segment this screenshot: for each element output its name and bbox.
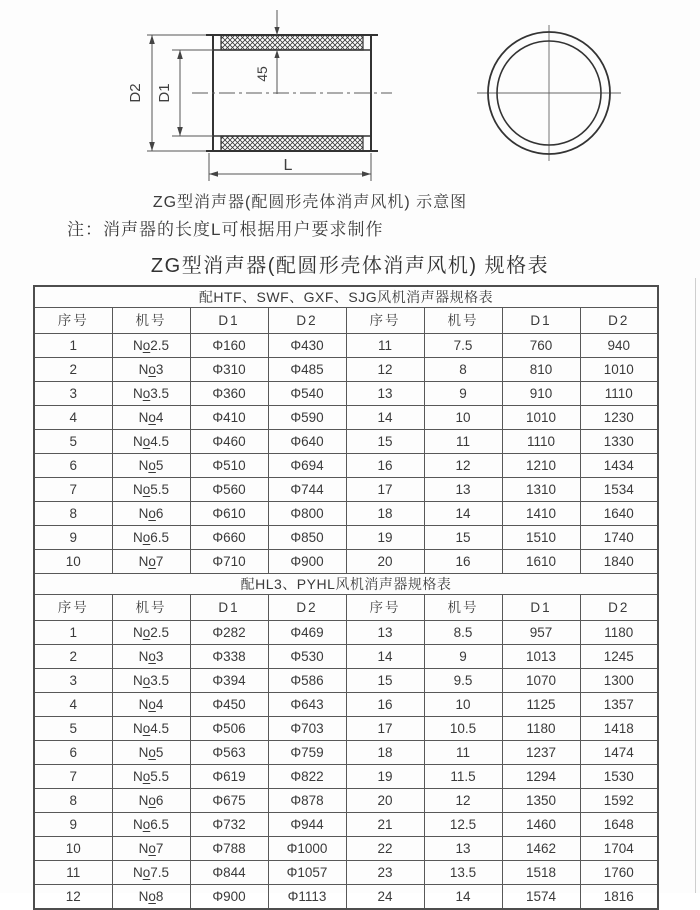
note-text: 注：消声器的长度L可根据用户要求制作 bbox=[67, 220, 384, 239]
table-cell: 13 bbox=[346, 382, 424, 406]
table-cell: 5 bbox=[34, 717, 112, 741]
dim-label-d2: D2 bbox=[127, 83, 144, 103]
table-row bbox=[34, 693, 658, 717]
table-cell: 10 bbox=[34, 550, 112, 574]
table-row bbox=[34, 526, 658, 550]
table-cell: 9 bbox=[424, 645, 502, 669]
table-cell: 8 bbox=[34, 502, 112, 526]
table-cell: 2 bbox=[34, 645, 112, 669]
table-cell: 11 bbox=[424, 741, 502, 765]
table-cell: No4.5 bbox=[112, 717, 190, 741]
column-header: D2 bbox=[268, 595, 346, 621]
column-header: D2 bbox=[580, 308, 658, 334]
table-cell: No3.5 bbox=[112, 382, 190, 406]
spec-table bbox=[33, 285, 659, 910]
column-header: D1 bbox=[502, 308, 580, 334]
table-cell: 7.5 bbox=[424, 334, 502, 358]
table-cell: Φ282 bbox=[190, 621, 268, 645]
table-cell: Φ310 bbox=[190, 358, 268, 382]
table-cell: 6 bbox=[34, 741, 112, 765]
table-cell: 14 bbox=[424, 502, 502, 526]
table-cell: 16 bbox=[346, 693, 424, 717]
table-cell: 1010 bbox=[580, 358, 658, 382]
table-row bbox=[34, 406, 658, 430]
table-cell: 10 bbox=[424, 406, 502, 430]
table-cell: 18 bbox=[346, 741, 424, 765]
table-cell: 12 bbox=[424, 454, 502, 478]
table-cell: 9 bbox=[424, 382, 502, 406]
table-cell: 957 bbox=[502, 621, 580, 645]
table-cell: No8 bbox=[112, 885, 190, 910]
table-cell: No5 bbox=[112, 741, 190, 765]
table-cell: 20 bbox=[346, 789, 424, 813]
table-cell: 1013 bbox=[502, 645, 580, 669]
table-cell: 1592 bbox=[580, 789, 658, 813]
table-cell: No6 bbox=[112, 502, 190, 526]
table-row bbox=[34, 837, 658, 861]
table-cell: 14 bbox=[346, 406, 424, 430]
table-cell: 15 bbox=[346, 669, 424, 693]
table-cell: 1474 bbox=[580, 741, 658, 765]
table-cell: Φ944 bbox=[268, 813, 346, 837]
table-cell: Φ643 bbox=[268, 693, 346, 717]
table-cell: Φ560 bbox=[190, 478, 268, 502]
table-cell: 1294 bbox=[502, 765, 580, 789]
table-cell: 3 bbox=[34, 669, 112, 693]
scan-edge-artifact bbox=[695, 278, 696, 893]
column-header: 序号 bbox=[34, 308, 112, 334]
table-cell: 10 bbox=[34, 837, 112, 861]
dim-label-thickness: 45 bbox=[254, 66, 270, 82]
table-cell: 1534 bbox=[580, 478, 658, 502]
table-row bbox=[34, 885, 658, 910]
table-cell: 1330 bbox=[580, 430, 658, 454]
table-group-header-2: 配HL3、PYHL风机消声器规格表 bbox=[34, 574, 658, 595]
spec-table-body bbox=[34, 286, 658, 909]
table-cell: 1610 bbox=[502, 550, 580, 574]
table-cell: 12 bbox=[34, 885, 112, 910]
table-cell: 1110 bbox=[502, 430, 580, 454]
table-cell: Φ900 bbox=[190, 885, 268, 910]
table-cell: No6.5 bbox=[112, 813, 190, 837]
table-cell: Φ878 bbox=[268, 789, 346, 813]
table-cell: Φ430 bbox=[268, 334, 346, 358]
table-cell: 10.5 bbox=[424, 717, 502, 741]
table-cell: Φ450 bbox=[190, 693, 268, 717]
table-cell: Φ800 bbox=[268, 502, 346, 526]
table-cell: Φ694 bbox=[268, 454, 346, 478]
table-row bbox=[34, 861, 658, 885]
table-cell: 1510 bbox=[502, 526, 580, 550]
table-cell: 1740 bbox=[580, 526, 658, 550]
table-row bbox=[34, 813, 658, 837]
table-cell: 1530 bbox=[580, 765, 658, 789]
table-cell: 7 bbox=[34, 478, 112, 502]
table-cell: 11.5 bbox=[424, 765, 502, 789]
table-cell: Φ788 bbox=[190, 837, 268, 861]
table-cell: 16 bbox=[424, 550, 502, 574]
table-cell: No2.5 bbox=[112, 334, 190, 358]
table-cell: 810 bbox=[502, 358, 580, 382]
table-row bbox=[34, 430, 658, 454]
table-cell: 22 bbox=[346, 837, 424, 861]
table-cell: 9 bbox=[34, 526, 112, 550]
table-cell: 1180 bbox=[580, 621, 658, 645]
table-cell: Φ586 bbox=[268, 669, 346, 693]
table-row bbox=[34, 669, 658, 693]
table-cell: Φ610 bbox=[190, 502, 268, 526]
table-cell: Φ485 bbox=[268, 358, 346, 382]
table-cell: 13 bbox=[424, 478, 502, 502]
table-cell: 1210 bbox=[502, 454, 580, 478]
table-cell: 1648 bbox=[580, 813, 658, 837]
table-cell: 8.5 bbox=[424, 621, 502, 645]
table-row bbox=[34, 741, 658, 765]
table-cell: No4 bbox=[112, 406, 190, 430]
table-cell: 17 bbox=[346, 717, 424, 741]
table-cell: 1350 bbox=[502, 789, 580, 813]
table-cell: 1640 bbox=[580, 502, 658, 526]
table-cell: No5.5 bbox=[112, 765, 190, 789]
table-row bbox=[34, 502, 658, 526]
table-cell: No3 bbox=[112, 358, 190, 382]
table-cell: 15 bbox=[424, 526, 502, 550]
table-cell: 1816 bbox=[580, 885, 658, 910]
table-cell: 1010 bbox=[502, 406, 580, 430]
table-cell: Φ1113 bbox=[268, 885, 346, 910]
table-cell: 12 bbox=[346, 358, 424, 382]
table-cell: Φ850 bbox=[268, 526, 346, 550]
table-cell: 20 bbox=[346, 550, 424, 574]
table-cell: Φ619 bbox=[190, 765, 268, 789]
table-cell: No2.5 bbox=[112, 621, 190, 645]
table-row bbox=[34, 621, 658, 645]
table-cell: 1110 bbox=[580, 382, 658, 406]
table-cell: 11 bbox=[346, 334, 424, 358]
column-header: D2 bbox=[268, 308, 346, 334]
table-cell: Φ703 bbox=[268, 717, 346, 741]
table-cell: 9.5 bbox=[424, 669, 502, 693]
table-cell: 4 bbox=[34, 693, 112, 717]
table-cell: 1410 bbox=[502, 502, 580, 526]
table-cell: Φ844 bbox=[190, 861, 268, 885]
diagram-caption: ZG型消声器(配圆形壳体消声风机) 示意图 bbox=[152, 194, 468, 211]
table-cell: Φ469 bbox=[268, 621, 346, 645]
table-cell: 19 bbox=[346, 765, 424, 789]
table-cell: Φ160 bbox=[190, 334, 268, 358]
table-row bbox=[34, 334, 658, 358]
table-cell: No7.5 bbox=[112, 861, 190, 885]
table-cell: Φ360 bbox=[190, 382, 268, 406]
table-cell: Φ563 bbox=[190, 741, 268, 765]
table-cell: Φ540 bbox=[268, 382, 346, 406]
table-group-header-1: 配HTF、SWF、GXF、SJG风机消声器规格表 bbox=[34, 286, 658, 308]
table-cell: 5 bbox=[34, 430, 112, 454]
column-header: 机号 bbox=[424, 308, 502, 334]
table-cell: Φ1057 bbox=[268, 861, 346, 885]
table-cell: 1840 bbox=[580, 550, 658, 574]
table-cell: Φ744 bbox=[268, 478, 346, 502]
table-row bbox=[34, 550, 658, 574]
table-cell: Φ460 bbox=[190, 430, 268, 454]
table-row bbox=[34, 645, 658, 669]
table-cell: 1760 bbox=[580, 861, 658, 885]
column-header: 序号 bbox=[346, 308, 424, 334]
table-row bbox=[34, 478, 658, 502]
front-view bbox=[477, 25, 621, 161]
side-view bbox=[192, 35, 392, 151]
table-cell: 1462 bbox=[502, 837, 580, 861]
table-cell: 1 bbox=[34, 621, 112, 645]
page-title: ZG型消声器(配圆形壳体消声风机) 规格表 bbox=[150, 255, 550, 277]
table-cell: 1357 bbox=[580, 693, 658, 717]
table-cell: 12 bbox=[424, 789, 502, 813]
table-cell: 4 bbox=[34, 406, 112, 430]
table-cell: No4 bbox=[112, 693, 190, 717]
table-cell: No6 bbox=[112, 789, 190, 813]
table-cell: No4.5 bbox=[112, 430, 190, 454]
table-cell: 1125 bbox=[502, 693, 580, 717]
table-cell: 1704 bbox=[580, 837, 658, 861]
table-cell: 1310 bbox=[502, 478, 580, 502]
table-cell: 11 bbox=[34, 861, 112, 885]
table-cell: Φ732 bbox=[190, 813, 268, 837]
column-header: D1 bbox=[190, 308, 268, 334]
insulation-top bbox=[221, 35, 363, 50]
table-cell: No6.5 bbox=[112, 526, 190, 550]
table-row bbox=[34, 765, 658, 789]
table-cell: 1230 bbox=[580, 406, 658, 430]
table-cell: Φ759 bbox=[268, 741, 346, 765]
column-header: 序号 bbox=[34, 595, 112, 621]
table-cell: 1300 bbox=[580, 669, 658, 693]
table-row bbox=[34, 789, 658, 813]
column-header: D1 bbox=[190, 595, 268, 621]
table-cell: 1460 bbox=[502, 813, 580, 837]
table-cell: 13.5 bbox=[424, 861, 502, 885]
table-cell: No7 bbox=[112, 837, 190, 861]
table-cell: 8 bbox=[34, 789, 112, 813]
table-cell: 13 bbox=[424, 837, 502, 861]
column-header: 机号 bbox=[112, 595, 190, 621]
table-cell: 1237 bbox=[502, 741, 580, 765]
table-cell: Φ822 bbox=[268, 765, 346, 789]
table-cell: 8 bbox=[424, 358, 502, 382]
table-cell: 23 bbox=[346, 861, 424, 885]
table-cell: Φ410 bbox=[190, 406, 268, 430]
muffler-diagram bbox=[0, 0, 700, 185]
table-cell: 10 bbox=[424, 693, 502, 717]
table-cell: 1 bbox=[34, 334, 112, 358]
column-header: 序号 bbox=[346, 595, 424, 621]
table-cell: 910 bbox=[502, 382, 580, 406]
table-cell: 9 bbox=[34, 813, 112, 837]
table-cell: Φ510 bbox=[190, 454, 268, 478]
table-cell: 12.5 bbox=[424, 813, 502, 837]
column-header: D2 bbox=[580, 595, 658, 621]
table-cell: Φ900 bbox=[268, 550, 346, 574]
table-cell: 1574 bbox=[502, 885, 580, 910]
table-cell: 1418 bbox=[580, 717, 658, 741]
table-cell: Φ640 bbox=[268, 430, 346, 454]
table-row bbox=[34, 382, 658, 406]
table-cell: Φ710 bbox=[190, 550, 268, 574]
table-cell: Φ506 bbox=[190, 717, 268, 741]
table-cell: 24 bbox=[346, 885, 424, 910]
table-cell: 760 bbox=[502, 334, 580, 358]
table-cell: 19 bbox=[346, 526, 424, 550]
table-cell: Φ660 bbox=[190, 526, 268, 550]
column-header: 机号 bbox=[424, 595, 502, 621]
table-cell: 18 bbox=[346, 502, 424, 526]
table-cell: 14 bbox=[346, 645, 424, 669]
table-cell: 3 bbox=[34, 382, 112, 406]
table-cell: 17 bbox=[346, 478, 424, 502]
dim-label-length: L bbox=[283, 157, 293, 174]
table-cell: 1245 bbox=[580, 645, 658, 669]
table-cell: 14 bbox=[424, 885, 502, 910]
table-cell: No5 bbox=[112, 454, 190, 478]
table-cell: 6 bbox=[34, 454, 112, 478]
table-cell: 11 bbox=[424, 430, 502, 454]
table-cell: 15 bbox=[346, 430, 424, 454]
dim-label-d1: D1 bbox=[156, 83, 173, 103]
table-cell: 16 bbox=[346, 454, 424, 478]
table-cell: No7 bbox=[112, 550, 190, 574]
table-cell: No3.5 bbox=[112, 669, 190, 693]
table-row bbox=[34, 717, 658, 741]
table-cell: 1180 bbox=[502, 717, 580, 741]
table-cell: 1518 bbox=[502, 861, 580, 885]
insulation-bottom bbox=[221, 136, 363, 151]
table-cell: 2 bbox=[34, 358, 112, 382]
column-header: 机号 bbox=[112, 308, 190, 334]
table-cell: Φ590 bbox=[268, 406, 346, 430]
table-cell: 1070 bbox=[502, 669, 580, 693]
column-header: D1 bbox=[502, 595, 580, 621]
table-cell: Φ338 bbox=[190, 645, 268, 669]
table-row bbox=[34, 454, 658, 478]
table-row bbox=[34, 358, 658, 382]
table-cell: 940 bbox=[580, 334, 658, 358]
table-cell: 7 bbox=[34, 765, 112, 789]
table-cell: 21 bbox=[346, 813, 424, 837]
table-cell: No5.5 bbox=[112, 478, 190, 502]
table-cell: 13 bbox=[346, 621, 424, 645]
table-cell: Φ394 bbox=[190, 669, 268, 693]
table-cell: Φ1000 bbox=[268, 837, 346, 861]
table-cell: Φ530 bbox=[268, 645, 346, 669]
table-cell: 1434 bbox=[580, 454, 658, 478]
table-cell: Φ675 bbox=[190, 789, 268, 813]
table-cell: No3 bbox=[112, 645, 190, 669]
